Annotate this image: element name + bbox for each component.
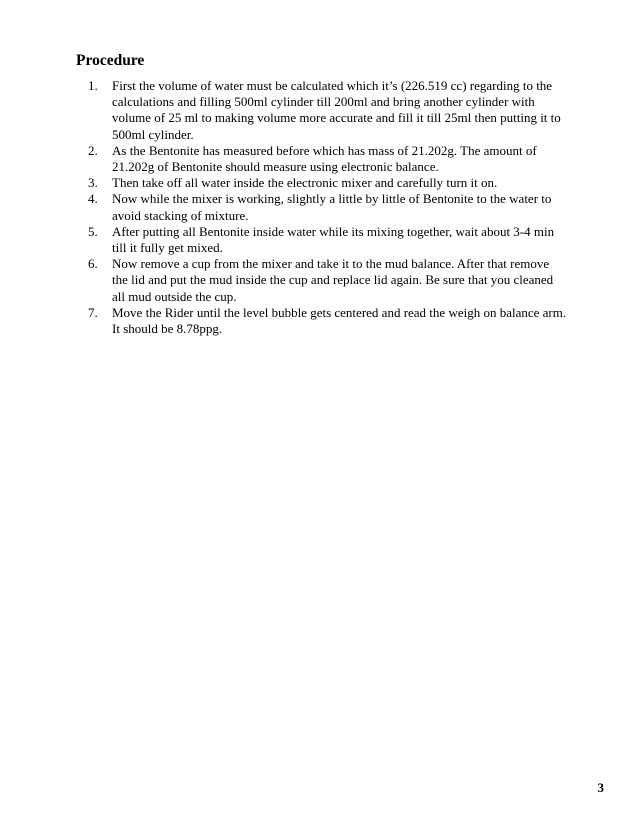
step-number: 5. (88, 223, 98, 239)
step-number: 2. (88, 142, 98, 158)
step-text: Now remove a cup from the mixer and take it to the mud balance. After that remove the lid and put the mud inside the cup and replace lid again. Be sure that you cleaned all mud outside the cup. (112, 256, 554, 304)
step-number: 3. (88, 175, 98, 191)
procedure-step (88, 223, 568, 256)
step-number: 7. (88, 304, 98, 320)
step-number: 4. (88, 191, 98, 207)
procedure-step (88, 78, 568, 143)
procedure-step (88, 256, 568, 305)
procedure-step (88, 175, 568, 191)
step-text: First the volume of water must be calculated which it’s (226.519 cc) regarding to the calculations and filling 500ml cylinder till 200ml and bring another cylinder with volume of 25 ml to making volume more accurate and fill it till 25ml then putting it to 500ml cylinder. (112, 78, 561, 142)
step-text: As the Bentonite has measured before which has mass of 21.202g. The amount of 21.202g of Bentonite should measure using electronic balance. (112, 142, 537, 175)
procedure-list (88, 78, 568, 337)
page-number: 3 (597, 780, 604, 795)
step-text: Move the Rider until the level bubble gets centered and read the weigh on balance arm. It should be 8.78ppg. (112, 304, 567, 337)
procedure-step (88, 191, 568, 223)
procedure-step (88, 142, 568, 175)
section-heading: Procedure (76, 52, 145, 69)
procedure-step (88, 304, 568, 337)
step-number: 6. (88, 256, 98, 272)
step-text: After putting all Bentonite inside water while its mixing together, wait about 3-4 min till it fully get mixed. (112, 223, 555, 256)
step-text: Then take off all water inside the electronic mixer and carefully turn it on. (112, 175, 498, 191)
step-text: Now while the mixer is working, slightly a little by little of Bentonite to the water to avoid stacking of mixture. (112, 191, 552, 223)
step-number: 1. (88, 78, 98, 93)
